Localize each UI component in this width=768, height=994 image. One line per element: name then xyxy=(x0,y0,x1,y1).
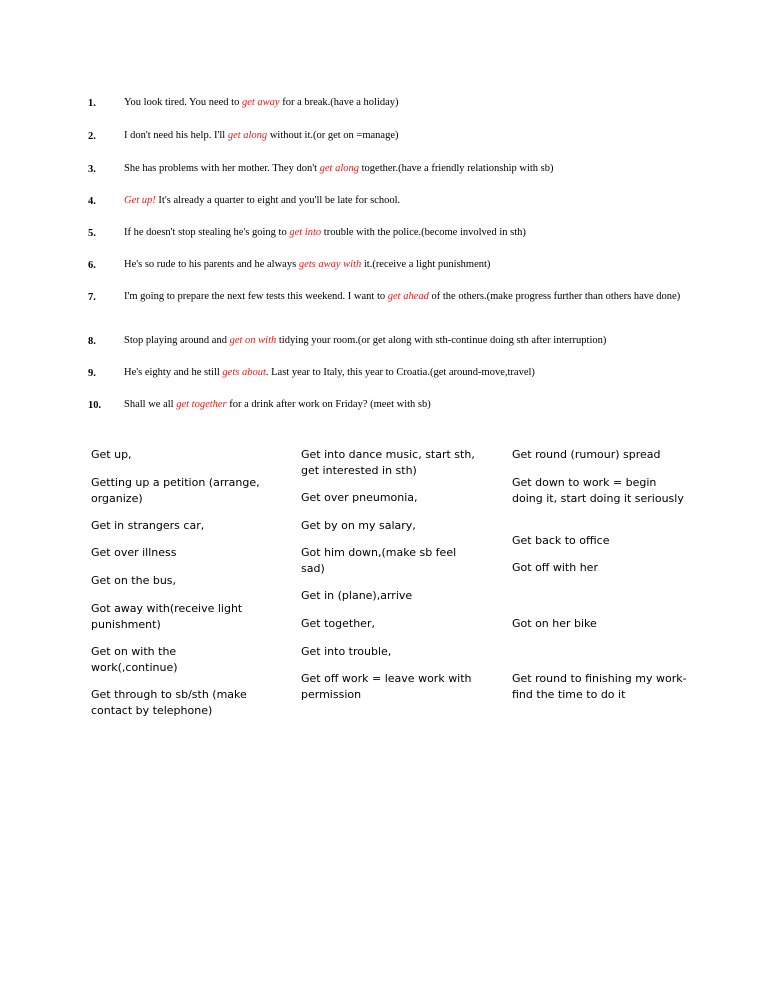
sentence-text xyxy=(124,130,684,142)
sentence-text xyxy=(124,399,684,411)
phrasal-verb: get together xyxy=(176,399,227,410)
sentence-before: Shall we all xyxy=(124,399,177,410)
phrasal-verb: get ahead xyxy=(387,291,429,302)
phrase-item: Get over pneumonia, xyxy=(301,491,418,504)
sentence-text xyxy=(124,97,684,109)
sentence-before: He's eighty and he still xyxy=(124,367,223,378)
sentence-text xyxy=(124,259,684,271)
sentence-number: 1. xyxy=(88,97,96,109)
sentence-row xyxy=(88,335,688,347)
sentence-number: 9. xyxy=(88,367,96,379)
phrasal-verb: get away xyxy=(241,97,280,108)
sentence-after: without it.(or get on =manage) xyxy=(267,130,399,141)
sentence-number: 6. xyxy=(88,259,96,271)
sentence-row xyxy=(88,97,688,109)
sentence-after: for a drink after work on Friday? (meet with sb) xyxy=(226,399,431,410)
sentence-text xyxy=(124,163,684,175)
sentence-row xyxy=(88,259,688,271)
sentence-text xyxy=(124,367,684,379)
phrase-item: Get into dance music, start sth, get interested in sth) xyxy=(301,448,475,477)
sentence-before: I don't need his help. I'll xyxy=(124,130,228,141)
phrase-item: Got him down,(make sb feel sad) xyxy=(301,546,457,575)
sentence-number: 2. xyxy=(88,130,96,142)
sentence-text xyxy=(124,227,684,239)
phrase-item: Get through to sb/sth (make contact by telephone) xyxy=(91,688,247,717)
sentence-before: Stop playing around and xyxy=(124,335,230,346)
sentence-row xyxy=(88,163,688,175)
sentence-after: it.(receive a light punishment) xyxy=(361,259,491,270)
phrase-item: Get back to office xyxy=(512,534,610,547)
phrase-item: Get on the bus, xyxy=(91,574,177,587)
sentence-after: for a break.(have a holiday) xyxy=(279,97,399,108)
sentence-number: 5. xyxy=(88,227,96,239)
sentence-row xyxy=(88,291,688,303)
phrase-item: Got away with(receive light punishment) xyxy=(91,602,243,631)
sentence-row xyxy=(88,367,688,379)
phrase-item: Get round (rumour) spread xyxy=(512,448,661,461)
phrase-item: Get in strangers car, xyxy=(91,519,205,532)
sentence-after: . Last year to Italy, this year to Croatia.(get around-move,travel) xyxy=(265,367,535,378)
phrasal-verb: get on with xyxy=(229,335,277,346)
sentence-text xyxy=(124,195,684,207)
sentence-before: She has problems with her mother. They don't xyxy=(124,163,320,174)
phrasal-verb: get along xyxy=(319,163,360,174)
sentence-before: He's so rude to his parents and he always xyxy=(124,259,299,270)
phrase-item: Get on with the work(,continue) xyxy=(91,645,178,674)
phrase-item: Got on her bike xyxy=(512,617,597,630)
sentence-number: 4. xyxy=(88,195,96,207)
sentence-before: I'm going to prepare the next few tests this weekend. I want to xyxy=(124,291,388,302)
phrase-item: Get up, xyxy=(91,448,132,461)
sentence-after: trouble with the police.(become involved in sth) xyxy=(321,227,526,238)
sentence-row xyxy=(88,130,688,142)
phrasal-verb: gets away with xyxy=(298,259,362,270)
sentence-number: 10. xyxy=(88,399,102,411)
sentence-text xyxy=(124,291,684,303)
phrasal-verb: get along xyxy=(227,130,268,141)
sentence-row xyxy=(88,227,688,239)
phrase-item: Get together, xyxy=(301,617,375,630)
sentence-row xyxy=(88,195,688,207)
phrasal-verb: Get up! xyxy=(124,195,156,206)
phrase-item: Get off work = leave work with permission xyxy=(301,672,472,701)
phrase-item: Get over illness xyxy=(91,546,177,559)
sentence-after: together.(have a friendly relationship with sb) xyxy=(359,163,554,174)
phrase-item: Get round to finishing my work-find the time to do it xyxy=(512,672,687,701)
sentence-row xyxy=(88,399,688,411)
phrase-item: Get into trouble, xyxy=(301,645,392,658)
phrase-item: Get in (plane),arrive xyxy=(301,589,413,602)
sentence-text xyxy=(124,335,684,347)
phrase-item: Getting up a petition (arrange, organize) xyxy=(91,476,260,505)
sentence-after: It's already a quarter to eight and you'll be late for school. xyxy=(155,195,401,206)
sentence-before: If he doesn't stop stealing he's going to xyxy=(124,227,290,238)
sentence-number: 7. xyxy=(88,291,96,303)
phrase-item: Get down to work = begin doing it, start doing it seriously xyxy=(512,476,684,505)
sentence-number: 8. xyxy=(88,335,96,347)
sentence-before: You look tired. You need to xyxy=(124,97,242,108)
sentence-number: 3. xyxy=(88,163,96,175)
phrase-item: Got off with her xyxy=(512,561,598,574)
sentence-after: of the others.(make progress further than others have done) xyxy=(428,291,681,302)
phrasal-verb: get into xyxy=(289,227,322,238)
sentence-after: tidying your room.(or get along with sth-continue doing sth after interruption) xyxy=(276,335,607,346)
phrase-item: Get by on my salary, xyxy=(301,519,416,532)
phrasal-verb: gets about xyxy=(222,367,266,378)
